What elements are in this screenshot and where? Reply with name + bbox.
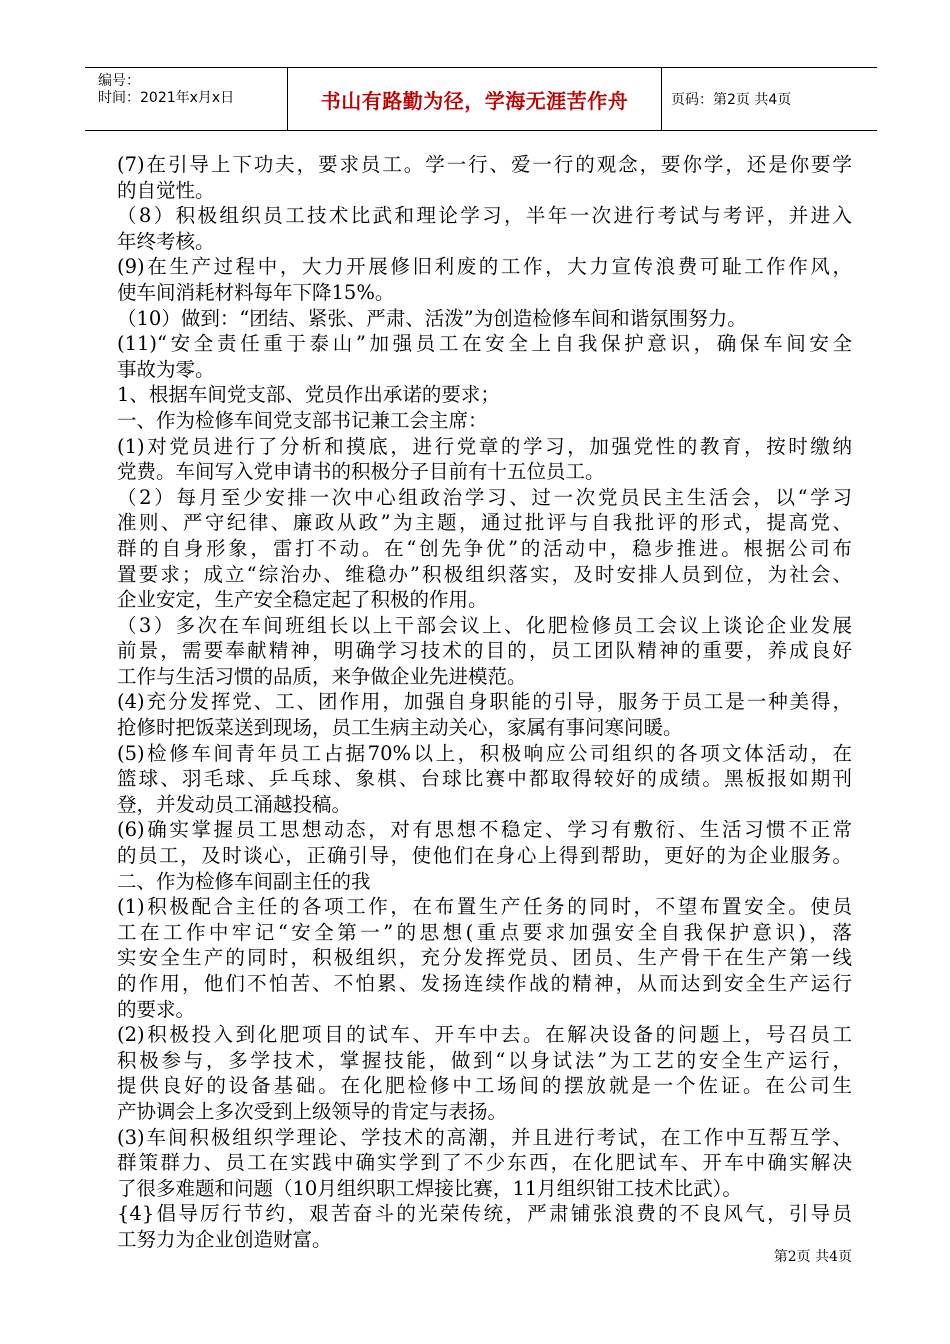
body-text-line: 抢修时把饭菜送到现场，员工生病主动关心，家属有事问寒问暖。 — [117, 716, 683, 740]
body-text-line: 工在工作中牢记“安全第一”的思想(重点要求加强安全自我保护意识)，落 — [117, 920, 852, 944]
body-text-line: 企业安定，生产安全稳定起了积极的作用。 — [117, 588, 488, 612]
body-text-line: 群策群力、员工在实践中确实学到了不少东西，在化肥试车、开车中确实解决 — [117, 1151, 852, 1175]
body-text-line: 提供良好的设备基础。在化肥检修中工场间的摆放就是一个佐证。在公司生 — [117, 1074, 852, 1098]
document-time-label: 时间：2021年x月x日 — [98, 90, 235, 106]
body-text-line: 了很多难题和问题（10月组织职工焊接比赛，11月组织钳工技术比武）。 — [117, 1176, 742, 1200]
body-text-line: 的员工，及时谈心，正确引导，使他们在身心上得到帮助，更好的为企业服务。 — [117, 844, 852, 868]
body-text-line: 登，并发动员工涌越投稿。 — [117, 792, 352, 816]
body-text-line: (9)在生产过程中，大力开展修旧利废的工作，大力宣传浪费可耻工作作风， — [117, 255, 852, 279]
body-text-line: 的自觉性。 — [117, 178, 215, 202]
body-text-line: 群的自身形象，雷打不动。在“创先争优”的活动中，稳步推进。根据公司布 — [117, 536, 852, 560]
body-text-line: （10）做到：“团结、紧张、严肃、活泼”为创造检修车间和谐氛围努力。 — [117, 306, 747, 330]
body-text-line: 置要求；成立“综治办、维稳办”积极组织落实，及时安排人员到位，为社会、 — [117, 562, 852, 586]
header-page-label: 页码：第2页 共4页 — [671, 92, 792, 108]
footer-page-number: 第2页 共4页 — [773, 1249, 852, 1265]
body-text-line: 前景，需要奉献精神，明确学习技术的目的，员工团队精神的重要，养成良好 — [117, 639, 852, 663]
body-text-line: (2)积极投入到化肥项目的试车、开车中去。在解决设备的问题上，号召员工 — [117, 1023, 852, 1047]
body-text-line: 事故为零。 — [117, 357, 215, 381]
body-text-line: 年终考核。 — [117, 229, 215, 253]
document-number-label: 编号： — [98, 73, 140, 89]
body-text-line: (1)积极配合主任的各项工作，在布置生产任务的同时，不望布置安全。使员 — [117, 895, 852, 919]
body-text-line: 使车间消耗材料每年下降15%。 — [117, 280, 395, 304]
header-motto: 书山有路勤为径，学海无涯苦作舟 — [320, 88, 629, 113]
body-text-line: 党费。车间写入党申请书的积极分子目前有十五位员工。 — [117, 460, 605, 484]
body-text-line: 实安全生产的同时，积极组织，充分发挥党员、团员、生产骨干在生产第一线 — [117, 946, 852, 970]
body-text-line: （3）多次在车间班组长以上干部会议上、化肥检修员工会议上谈论企业发展 — [117, 613, 852, 637]
body-text-line: 篮球、羽毛球、乒乓球、象棋、台球比赛中都取得较好的成绩。黑板报如期刊 — [117, 767, 852, 791]
header-motto-cell — [288, 68, 662, 130]
body-text-line: 工作与生活习惯的品质，来争做企业先进模范。 — [117, 664, 527, 688]
body-text-line: {4}倡导厉行节约，艰苦奋斗的光荣传统，严肃铺张浪费的不良风气，引导员 — [117, 1202, 852, 1226]
header-meta — [85, 68, 288, 130]
body-text-line: 积极参与，多学技术，掌握技能，做到“以身试法”为工艺的安全生产运行， — [117, 1048, 852, 1072]
body-text-line: 二、作为检修车间副主任的我 — [117, 869, 371, 893]
header-page-cell — [662, 68, 877, 130]
body-text-line: (11)“安全责任重于泰山”加强员工在安全上自我保护意识，确保车间安全 — [117, 332, 852, 356]
body-text-line: 工努力为企业创造财富。 — [117, 1227, 332, 1251]
body-text-line: 一、作为检修车间党支部书记兼工会主席： — [117, 408, 488, 432]
body-text-line: (6)确实掌握员工思想动态，对有思想不稳定、学习有敷衍、生活习惯不正常 — [117, 818, 852, 842]
body-text-line: (7)在引导上下功夫，要求员工。学一行、爱一行的观念，要你学，还是你要学 — [117, 153, 852, 176]
body-text-line: 1、根据车间党支部、党员作出承诺的要求； — [117, 383, 500, 407]
body-text-line: 的要求。 — [117, 997, 196, 1021]
body-text-line: 的作用，他们不怕苦、不怕累、发扬连续作战的精神，从而达到安全生产运行 — [117, 972, 852, 995]
body-text-line: 准则、严守纪律、廉政从政”为主题，通过批评与自我批评的形式，提高党、 — [117, 511, 852, 535]
body-text-line: （2）每月至少安排一次中心组政治学习、过一次党员民主生活会，以“学习 — [117, 485, 852, 509]
body-text-line: （8）积极组织员工技术比武和理论学习，半年一次进行考试与考评，并进入 — [117, 204, 852, 228]
document-body — [117, 152, 852, 1253]
document-header — [85, 67, 877, 131]
body-text-line: (1)对党员进行了分析和摸底，进行党章的学习，加强党性的教育，按时缴纳 — [117, 434, 852, 458]
body-text-line: (3)车间积极组织学理论、学技术的高潮，并且进行考试，在工作中互帮互学、 — [117, 1125, 852, 1149]
body-text-line: (4)充分发挥党、工、团作用，加强自身职能的引导，服务于员工是一种美得， — [117, 690, 852, 714]
body-text-line: 产协调会上多次受到上级领导的肯定与表扬。 — [117, 1099, 508, 1123]
body-text-line: (5)检修车间青年员工占据70%以上，积极响应公司组织的各项文体活动，在 — [117, 741, 852, 765]
